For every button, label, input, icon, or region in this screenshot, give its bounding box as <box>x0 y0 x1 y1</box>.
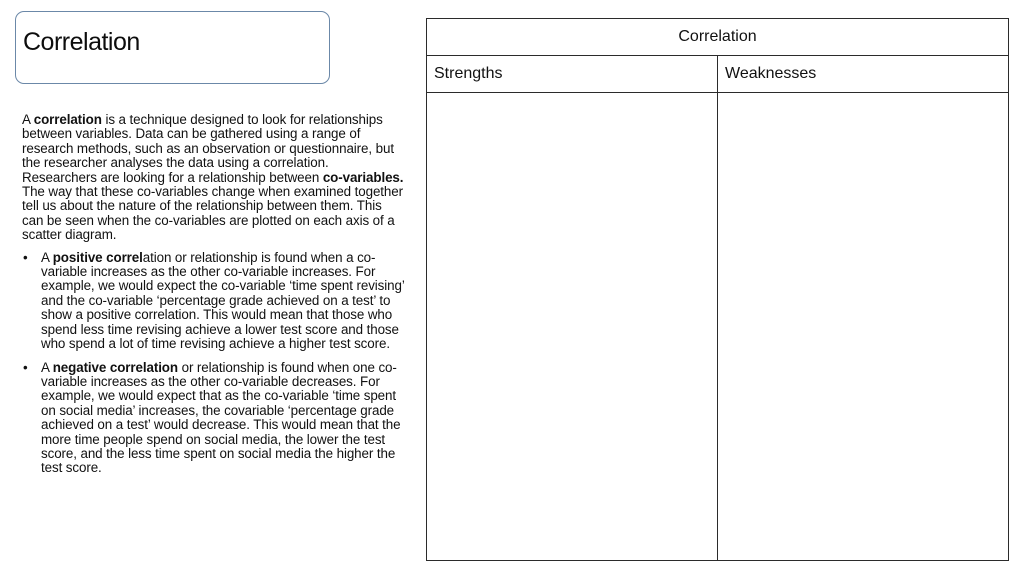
bullet-positive-correlation <box>22 251 405 352</box>
bullet-text-2: ation or relationship is found when a co-variable increases as the other co-variable increases. For example, we would expect the co-variable ‘time spent revising’ and the co-variable ‘percentage grade achieved on a test’ to show a positive correlation. This would mean that those who spend less time revising achieve a lower test score and those who spend a lot of time revising achieve a higher test score. <box>41 249 405 352</box>
strengths-cell[interactable] <box>427 93 718 561</box>
intro-text-3: The way that these co-variables change when examined together tell us about the nature of the relationship between them. This can be seen when the co-variables are plotted on each axis of a scatter diagram. <box>22 184 403 243</box>
table-column-row <box>427 56 1009 93</box>
bullet-symbol: • <box>23 359 28 375</box>
bullet-negative-correlation <box>22 361 405 476</box>
bullet-bold-negative: negative correlation <box>52 359 178 375</box>
intro-text-2: is a technique designed to look for relationships between variables. Data can be gathered using a range of research methods, such as an observation or questionnaire, but the researcher analyses the data using a correlation. Researchers are looking for a relationship between <box>22 112 394 185</box>
bullet-text-1: A <box>41 249 53 265</box>
bullet-text-2: or relationship is found when one co-variable increases as the other co-variable decreases. For example, we would expect that as the co-variable ‘time spent on social media’ increases, the covariable ‘percentage grade achieved on a test’ would decrease. This would mean that the more time people spend on social media, the lower the test score, and the less time spent on social media the higher the test score. <box>41 359 401 476</box>
strengths-weaknesses-table <box>426 18 1009 561</box>
bullet-bold-positive: positive correl <box>52 249 143 265</box>
table-header-row <box>427 19 1009 56</box>
intro-text-1: A <box>22 112 34 127</box>
column-header-strengths: Strengths <box>427 56 718 93</box>
bullet-symbol: • <box>23 249 28 265</box>
intro-paragraph <box>22 113 405 243</box>
weaknesses-cell[interactable] <box>718 93 1009 561</box>
intro-bold-covariables: co-variables. <box>322 169 404 185</box>
table-heading: Correlation <box>427 19 1009 56</box>
body-text <box>22 113 405 485</box>
intro-bold-correlation: correlation <box>33 112 102 127</box>
bullet-text-1: A <box>41 359 53 375</box>
column-header-weaknesses: Weaknesses <box>718 56 1009 93</box>
page-title: Correlation <box>23 28 140 56</box>
table-body-row <box>427 93 1009 561</box>
